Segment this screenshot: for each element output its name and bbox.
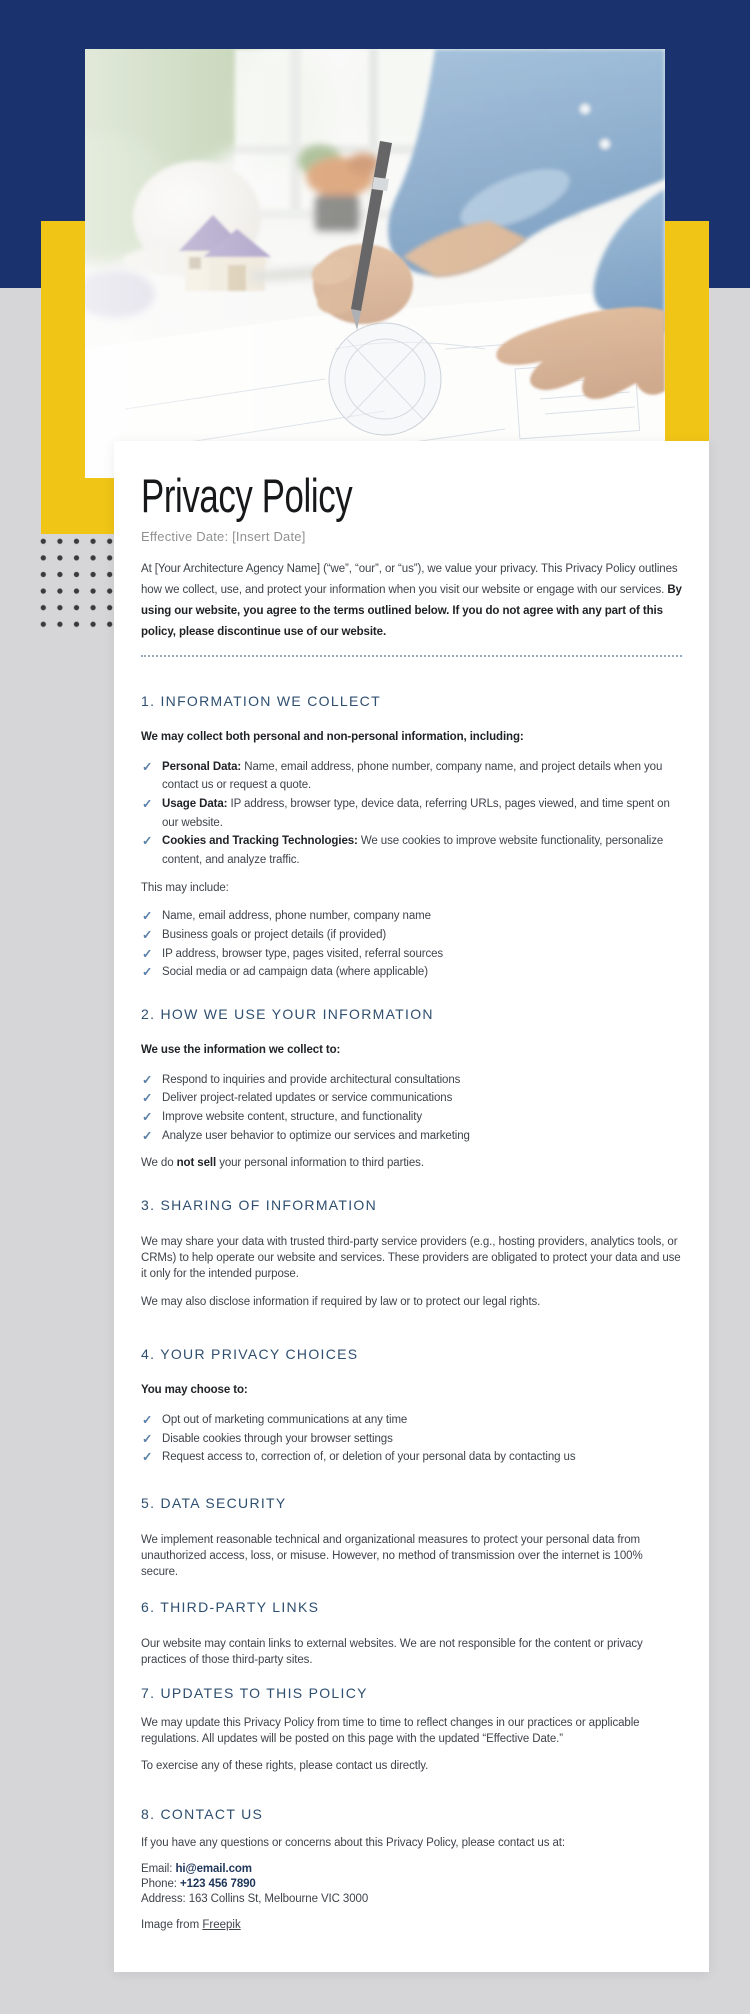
contact-address-line: Address: 163 Collins St, Melbourne VIC 3000 bbox=[141, 1893, 369, 1906]
page-title: Privacy Policy bbox=[141, 469, 353, 522]
list-item: ✓ IP address, browser type, pages visited, referral sources bbox=[141, 945, 682, 964]
freepik-link[interactable]: Freepik bbox=[202, 1919, 241, 1932]
section-outro: We do not sell your personal information to third parties. bbox=[141, 1157, 424, 1170]
intro-paragraph: At [Your Architecture Agency Name] (“we”, “our”, or “us”), we value your privacy. This Privacy Policy outlines how we collect, use, and protect your information when you visit our website or engage with our services. By using our website, you agree to the terms outlined below. If you do not agree with any part of this policy, please discontinue use of our website. bbox=[141, 563, 682, 638]
section-heading: 1. INFORMATION WE COLLECT bbox=[141, 693, 381, 709]
section-information-we-collect bbox=[141, 691, 682, 982]
check-icon: ✓ bbox=[142, 1072, 153, 1087]
section-paragraph: We implement reasonable technical and organizational measures to protect your personal data from unauthorized access, loss, or misuse. However, no method of transmission over the internet is 100% secure. bbox=[141, 1533, 643, 1578]
section-paragraph: Our website may contain links to external websites. We are not responsible for the content or privacy practices of those third-party sites. bbox=[141, 1637, 643, 1666]
list-item: ✓ Request access to, correction of, or deletion of your personal data by contacting us bbox=[141, 1448, 682, 1467]
architect-photo-illustration bbox=[85, 49, 665, 478]
list-item: ✓ Analyze user behavior to optimize our services and marketing bbox=[141, 1127, 682, 1146]
list-item: ✓ Respond to inquiries and provide architectural consultations bbox=[141, 1071, 682, 1090]
section-heading: 5. DATA SECURITY bbox=[141, 1494, 287, 1511]
check-list bbox=[141, 907, 682, 982]
check-icon: ✓ bbox=[142, 1109, 153, 1124]
check-icon: ✓ bbox=[142, 946, 153, 961]
phone-link[interactable]: +123 456 7890 bbox=[179, 1878, 256, 1891]
dotted-divider bbox=[141, 655, 682, 657]
check-icon: ✓ bbox=[142, 796, 153, 811]
image-credit: Image from Freepik bbox=[141, 1919, 241, 1932]
list-item: ✓ Deliver project-related updates or service communications bbox=[141, 1089, 682, 1108]
check-icon: ✓ bbox=[142, 1128, 153, 1143]
list-item: ✓ Social media or ad campaign data (where applicable) bbox=[141, 963, 682, 982]
section-heading: 3. SHARING OF INFORMATION bbox=[141, 1197, 378, 1214]
check-icon: ✓ bbox=[142, 834, 153, 849]
list-item: ✓ Name, email address, phone number, company name bbox=[141, 907, 682, 926]
check-icon: ✓ bbox=[142, 909, 153, 924]
section-sharing bbox=[141, 1195, 682, 1310]
dots-pattern-decoration bbox=[35, 533, 118, 633]
section-data-security bbox=[141, 1493, 682, 1580]
section-paragraph: We may share your data with trusted third-party service providers (e.g., hosting providers, analytics tools, or CRMs) to help operate our website and services. These providers are obligated to protect your data and use it only for the intended purpose. bbox=[141, 1236, 681, 1281]
section-third-party-links bbox=[141, 1597, 682, 1668]
list-item: ✓ Cookies and Tracking Technologies: We use cookies to improve website functionality, personalize content, and analyze traffic. bbox=[142, 834, 664, 867]
hero-photo bbox=[85, 49, 665, 478]
effective-date: Effective Date: [Insert Date] bbox=[141, 529, 306, 544]
check-icon: ✓ bbox=[142, 1431, 153, 1446]
email-link[interactable]: hi@email.com bbox=[175, 1863, 252, 1876]
section-heading: 2. HOW WE USE YOUR INFORMATION bbox=[141, 1006, 434, 1023]
privacy-policy-card bbox=[114, 441, 709, 1972]
section-paragraph: To exercise any of these rights, please contact us directly. bbox=[141, 1760, 429, 1773]
section-privacy-choices bbox=[141, 1344, 682, 1467]
list-item: ✓ Opt out of marketing communications at any time bbox=[141, 1411, 682, 1430]
check-icon: ✓ bbox=[142, 927, 153, 942]
list-item: ✓ Usage Data: IP address, browser type, device data, referring URLs, pages viewed, and time spent on our website. bbox=[142, 796, 670, 829]
check-icon: ✓ bbox=[142, 1412, 153, 1427]
check-icon: ✓ bbox=[142, 1450, 153, 1465]
list-item: ✓ Improve website content, structure, and functionality bbox=[141, 1108, 682, 1127]
contact-email-line: Email: hi@email.com bbox=[141, 1863, 252, 1876]
section-heading: 8. CONTACT US bbox=[141, 1806, 264, 1823]
section-how-we-use bbox=[141, 1004, 682, 1171]
section-paragraph: We may update this Privacy Policy from time to time to reflect changes in our practices or applicable regulations. All updates will be posted on this page with the updated “Effective Date.” bbox=[141, 1716, 640, 1745]
section-lead: You may choose to: bbox=[141, 1384, 248, 1397]
section-contact-us bbox=[141, 1804, 682, 1907]
section-lead: We may collect both personal and non-personal information, including: bbox=[141, 731, 524, 743]
contact-phone-line: Phone: +123 456 7890 bbox=[141, 1878, 256, 1891]
section-heading: 4. YOUR PRIVACY CHOICES bbox=[141, 1346, 359, 1363]
yellow-accent-rect-right bbox=[665, 221, 709, 441]
section-paragraph: We may also disclose information if required by law or to protect our legal rights. bbox=[141, 1296, 541, 1309]
contact-intro: If you have any questions or concerns about this Privacy Policy, please contact us at: bbox=[141, 1836, 565, 1849]
section-heading: 7. UPDATES TO THIS POLICY bbox=[141, 1684, 368, 1701]
section-mid-text: This may include: bbox=[141, 881, 229, 894]
section-updates bbox=[141, 1683, 682, 1774]
list-item: ✓ Personal Data: Name, email address, phone number, company name, and project details when you contact us or request a quote. bbox=[142, 759, 663, 792]
check-list bbox=[141, 758, 682, 870]
check-icon: ✓ bbox=[142, 1091, 153, 1106]
list-item: ✓ Business goals or project details (if provided) bbox=[141, 926, 682, 945]
section-lead: We use the information we collect to: bbox=[141, 1044, 341, 1057]
check-list bbox=[141, 1071, 682, 1146]
section-heading: 6. THIRD-PARTY LINKS bbox=[141, 1598, 320, 1615]
list-item: ✓ Disable cookies through your browser settings bbox=[141, 1430, 682, 1449]
check-list bbox=[141, 1411, 682, 1467]
check-icon: ✓ bbox=[142, 759, 153, 774]
check-icon: ✓ bbox=[142, 965, 153, 980]
